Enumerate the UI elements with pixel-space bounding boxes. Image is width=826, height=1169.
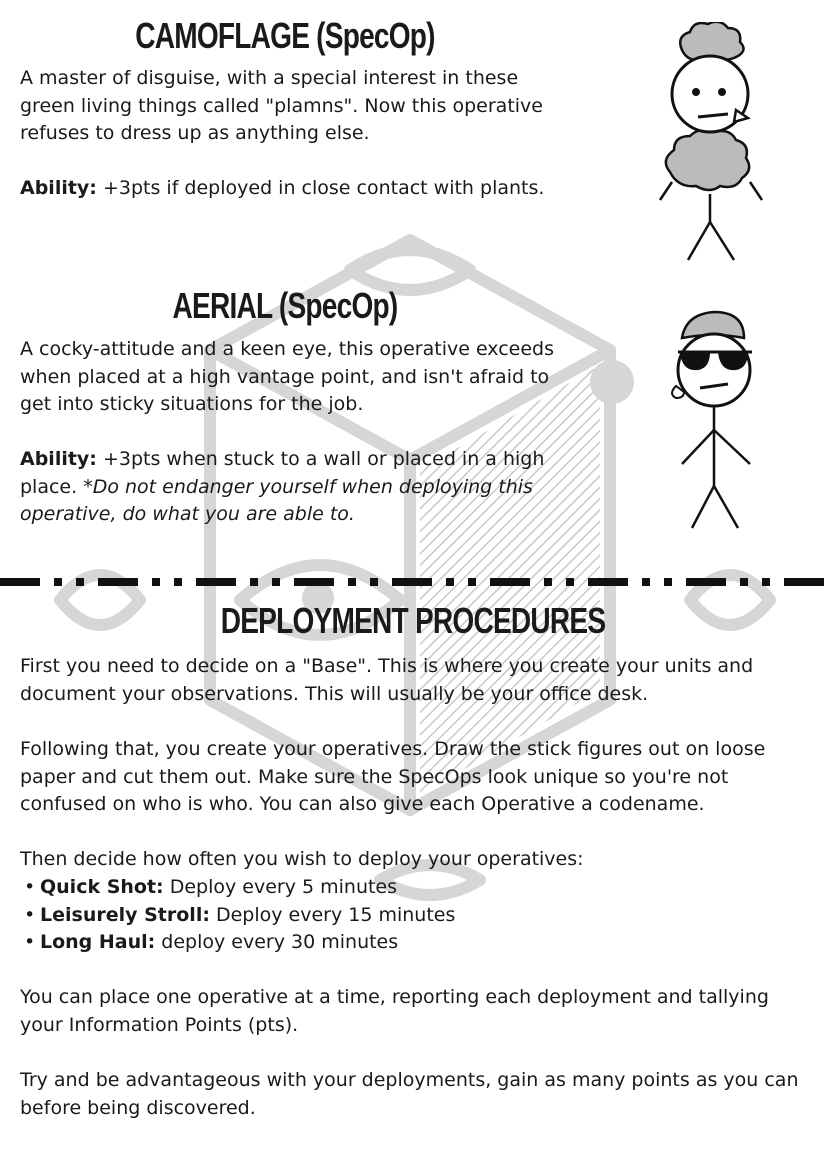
mode-label: Long Haul: <box>40 931 156 953</box>
camoflage-title: CAMOFLAGE (SpecOp) <box>135 15 435 56</box>
list-item <box>20 929 810 957</box>
aerial-title: AERIAL (SpecOp) <box>172 285 398 326</box>
mode-text: Deploy every 15 minutes <box>209 903 456 926</box>
deployment-paragraph-5: Try and be advantageous with your deployments, gain as many points as you can before being discovered. <box>20 1069 799 1119</box>
mode-label: Quick Shot: <box>40 876 164 898</box>
bush-stick-figure-icon <box>650 22 770 264</box>
deployment-paragraph-1: First you need to decide on a "Base". This is where you create your units and document your observations. This will usually be your office desk. <box>20 655 754 705</box>
deployment-paragraph-2: Following that, you create your operatives. Draw the stick figures out on loose paper and cut them out. Make sure the SpecOps look unique so you're not confused on who is who. You can also give each Operative a codename. <box>20 738 766 815</box>
dash-dot-divider <box>0 575 826 589</box>
deployment-paragraph-4: You can place one operative at a time, reporting each deployment and tallying your Information Points (pts). <box>20 986 769 1036</box>
deployment-paragraph-3: Then decide how often you wish to deploy your operatives: <box>20 848 584 870</box>
aerial-ability <box>20 446 580 529</box>
ability-text: +3pts if deployed in close contact with plants. <box>96 177 545 199</box>
list-item <box>20 902 810 930</box>
list-item <box>20 874 810 902</box>
camoflage-ability <box>20 175 580 203</box>
mode-text: Deploy every 5 minutes <box>163 876 398 898</box>
deployment-modes-list <box>20 874 810 957</box>
ability-label: Ability: <box>20 448 97 470</box>
deployment-title: DEPLOYMENT PROCEDURES <box>220 600 606 641</box>
ability-note: *Do not endanger yourself when deploying this operative, do what you are able to. <box>20 475 533 525</box>
mode-label: Leisurely Stroll: <box>40 903 210 926</box>
ability-label: Ability: <box>20 177 97 199</box>
camoflage-description: A master of disguise, with a special interest in these green living things called "plamns". Now this operative refuses to dress up as anything else. <box>20 67 543 144</box>
sunglasses-stick-figure-icon <box>660 308 770 530</box>
aerial-description: A cocky-attitude and a keen eye, this operative exceeds when placed at a high vantage point, and isn't afraid to get into sticky situations for the job. <box>20 338 554 415</box>
ability-text: +3pts when stuck to a wall or placed in a high place. <box>20 448 545 498</box>
mode-text: deploy every 30 minutes <box>155 931 399 953</box>
